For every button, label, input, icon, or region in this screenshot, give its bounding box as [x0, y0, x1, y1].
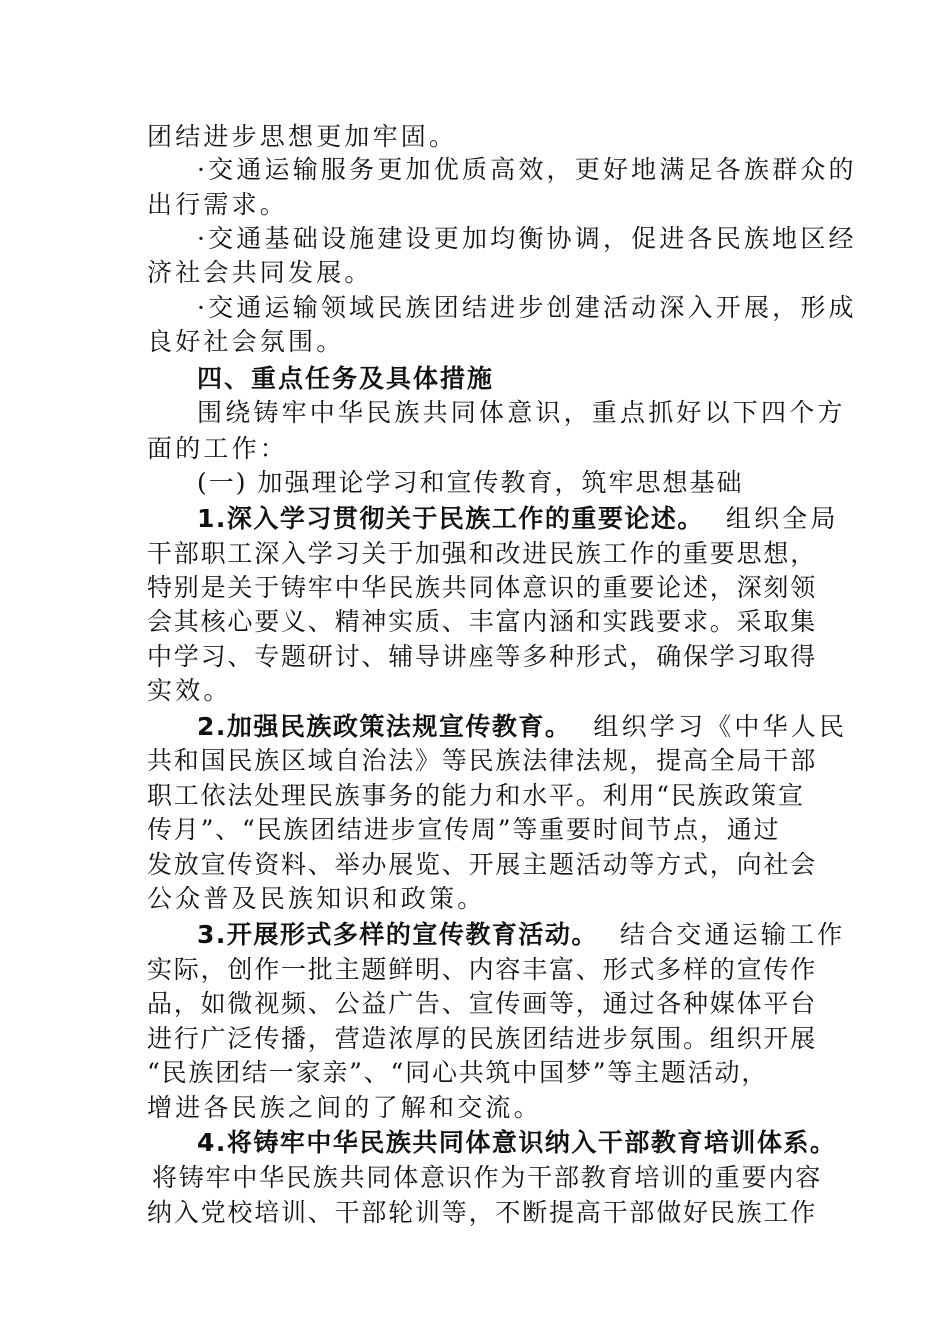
item-1-title: 1.深入学习贯彻关于民族工作的重要论述。	[197, 504, 704, 533]
text-line: “民族团结一家亲”、“同心共筑中国梦”等主题活动，	[147, 1058, 769, 1087]
item-3-text: 结合交通运输工作	[619, 920, 846, 949]
text-line: 围绕铸牢中华民族共同体意识，重点抓好以下四个方	[197, 398, 846, 427]
text-line: 将铸牢中华民族共同体意识作为干部教育培训的重要内容	[152, 1163, 823, 1192]
text-line: 品，如微视频、公益广告、宣传画等，通过各种媒体平台	[147, 989, 818, 1018]
text-line: 团结进步思想更加牢固。	[147, 122, 458, 151]
text-line: 中学习、专题研讨、辅导讲座等多种形式，确保学习取得	[147, 642, 818, 671]
item-2-line	[197, 710, 857, 744]
bullet-line: ·交通运输领域民族团结进步创建活动深入开展，形成	[197, 293, 857, 322]
item-2-title: 2.加强民族政策法规宣传教育。	[197, 712, 572, 741]
text-line: 面的工作：	[147, 434, 289, 463]
text-line: 良好社会氛围。	[147, 327, 345, 356]
text-line: 实效。	[147, 676, 232, 705]
text-line: 干部职工深入学习关于加强和改进民族工作的重要思想，	[147, 539, 818, 568]
text-line: 进行广泛传播，营造浓厚的民族团结进步氛围。组织开展	[147, 1024, 818, 1053]
text-line: 实际，创作一批主题鲜明、内容丰富、形式多样的宣传作	[147, 955, 818, 984]
item-1-line	[197, 502, 857, 536]
bullet-line: ·交通运输服务更加优质高效，更好地满足各族群众的	[197, 155, 857, 184]
text-line: 发放宣传资料、举办展览、开展主题活动等方式，向社会	[147, 850, 818, 879]
text-line: 增进各民族之间的了解和交流。	[147, 1093, 542, 1122]
item-4-title: 4.将铸牢中华民族共同体意识纳入干部教育培训体系。	[197, 1128, 837, 1157]
text-line: 公众普及民族知识和政策。	[147, 884, 486, 913]
text-line: 职工依法处理民族事务的能力和水平。利用“民族政策宣	[147, 781, 805, 810]
item-1-text: 组织全局	[725, 504, 839, 533]
text-line: 传月”、“民族团结进步宣传周”等重要时间节点，通过	[147, 815, 781, 844]
text-line: 出行需求。	[147, 190, 289, 219]
item-3-title: 3.开展形式多样的宣传教育活动。	[197, 920, 598, 949]
text-line: 共和国民族区域自治法》等民族法律法规，提高全局干部	[147, 746, 818, 775]
text-line: 特别是关于铸牢中华民族共同体意识的重要论述，深刻领	[147, 573, 818, 602]
text-line: 济社会共同发展。	[147, 258, 373, 287]
item-3-line	[197, 918, 857, 952]
bullet-line: ·交通基础设施建设更加均衡协调，促进各民族地区经	[197, 224, 857, 253]
section-heading: 四、重点任务及具体措施	[197, 364, 495, 393]
subsection-heading: (一) 加强理论学习和宣传教育，筑牢思想基础	[197, 468, 744, 497]
text-line: 纳入党校培训、干部轮训等，不断提高干部做好民族工作	[147, 1198, 818, 1227]
text-line: 会其核心要义、精神实质、丰富内涵和实践要求。采取集	[147, 607, 818, 636]
item-2-text: 组织学习《中华人民	[593, 712, 848, 741]
